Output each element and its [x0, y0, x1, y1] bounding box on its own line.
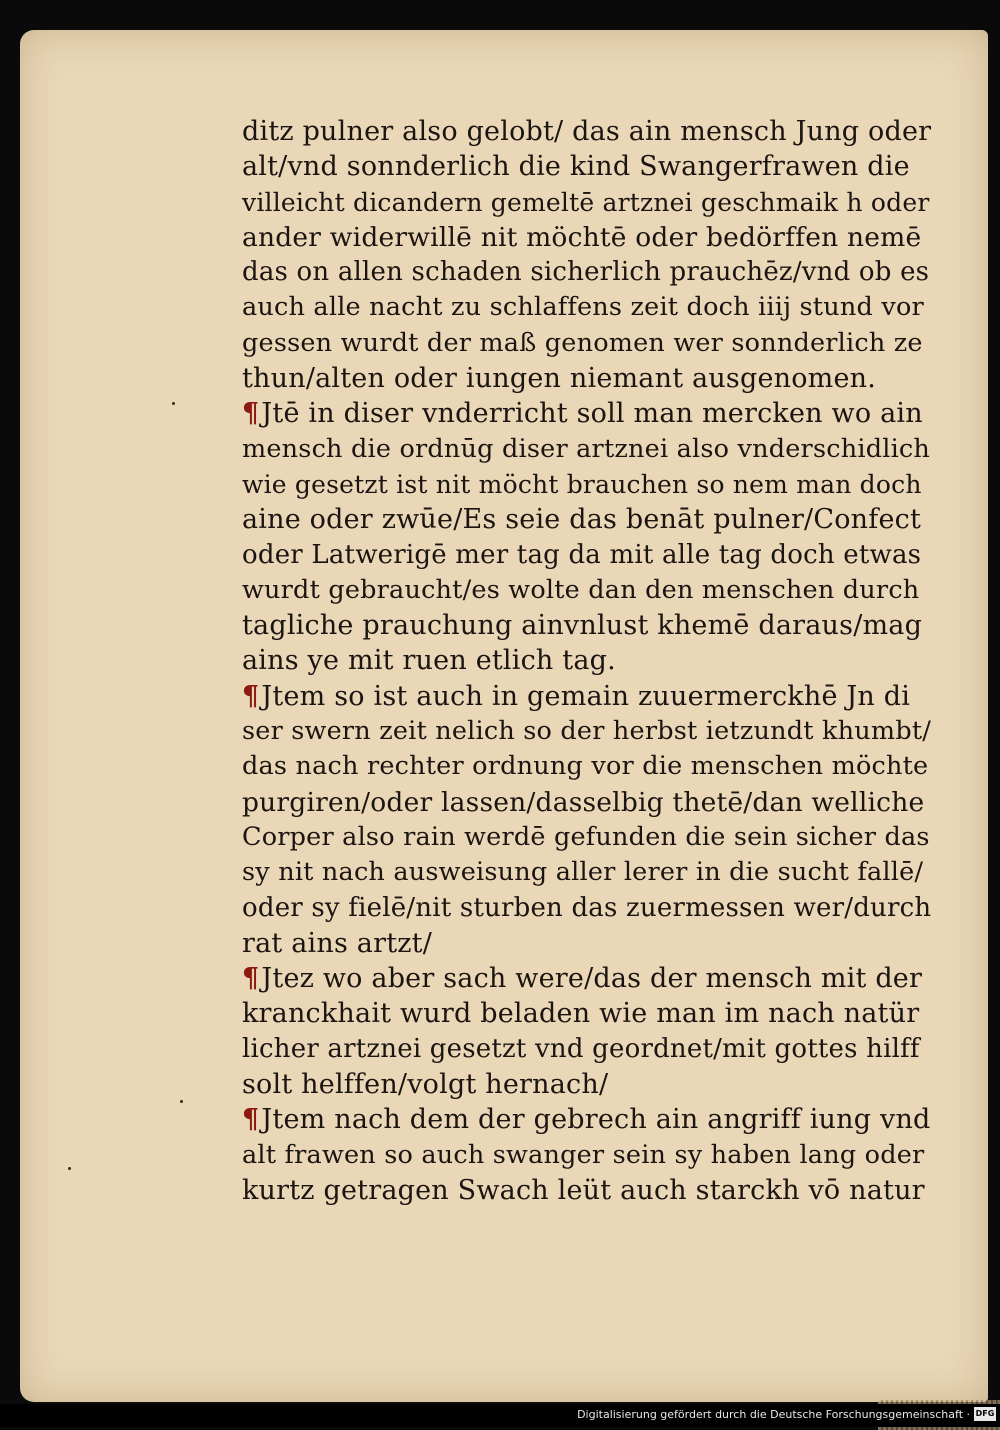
text-line: ¶Jtē in diser vnderricht soll man mercken wo ain	[242, 396, 932, 431]
text-line: purgiren/oder lassen/dasselbig thetē/dan welliche	[242, 786, 925, 818]
text-line: thun/alten oder iungen niemant ausgenomen.	[242, 363, 877, 395]
text-line: kurtz getragen Swach leüt auch starckh vō natur	[242, 1174, 925, 1206]
text-line: ditz pulner also gelobt/ das ain mensch Jung oder	[242, 116, 932, 147]
paper-speck	[180, 1100, 183, 1103]
text-line: ains ye mit ruen etlich tag.	[242, 645, 616, 677]
text-line: alt frawen so auch swanger sein sy haben lang oder	[242, 1139, 925, 1170]
paragraph-mark-icon: ¶	[242, 680, 260, 712]
text-line: oder sy fielē/nit sturben das zuermessen wer/durch	[242, 892, 932, 923]
text-line: mensch die ordnūg diser artznei also vnderschidlich	[242, 433, 931, 464]
paragraph-mark-icon: ¶	[242, 398, 260, 430]
text-line: wurdt gebraucht/es wolte dan den menschen durch	[242, 574, 920, 605]
paragraph-mark-icon: ¶	[242, 963, 260, 995]
text-line: tagliche prauchung ainvnlust khemē daraus/mag	[242, 610, 923, 642]
text-line: kranckhait wurd beladen wie man im nach natür	[242, 998, 920, 1030]
text-line: alt/vnd sonnderlich die kind Swangerfrawen die	[242, 151, 910, 183]
text-line: licher artznei gesetzt vnd geordnet/mit gottes hilff	[242, 1033, 920, 1064]
text-line: villeicht dicandern gemeltē artznei geschmaik h oder	[242, 187, 930, 217]
book-page	[20, 30, 988, 1402]
footer-bar	[0, 1404, 1000, 1427]
text-line: aine oder zwūe/Es seie das benāt pulner/Confect	[242, 504, 921, 536]
text-line: Corper also rain werdē gefunden die sein sicher das	[242, 821, 930, 852]
text-line: solt helffen/volgt hernach/	[242, 1069, 609, 1101]
text-line: ser swern zeit nelich so der herbst ietzundt khumbt/	[242, 716, 932, 747]
text-line: wie gesetzt ist nit möcht brauchen so nem man doch	[242, 469, 922, 499]
text-line: ¶Jtez wo aber sach were/das der mensch mit der	[242, 961, 932, 996]
text-line: auch alle nacht zu schlaffens zeit doch iiij stund vor	[242, 292, 924, 323]
text-line: oder Latwerigē mer tag da mit alle tag doch etwas	[242, 539, 922, 570]
paragraph-mark-icon: ¶	[242, 1104, 260, 1136]
paper-speck	[68, 1167, 71, 1170]
text-line: ander widerwillē nit möchtē oder bedörffen nemē	[242, 221, 922, 253]
text-line: gessen wurdt der maß genomen wer sonnderlich ze	[242, 327, 923, 358]
dfg-logo: DFG	[974, 1407, 996, 1421]
text-line: das on allen schaden sicherlich prauchēz/vnd ob es	[242, 257, 930, 288]
text-line: ¶Jtem so ist auch in gemain zuuermerckhē Jn di	[242, 679, 932, 714]
text-line: das nach rechter ordnung vor die menschen möchte	[242, 751, 929, 782]
text-block	[242, 114, 932, 1208]
text-line: ¶Jtem nach dem der gebrech ain angriff iung vnd	[242, 1102, 932, 1137]
text-line: sy nit nach ausweisung aller lerer in die sucht fallē/	[242, 857, 924, 888]
text-line: rat ains artzt/	[242, 927, 433, 959]
paper-speck	[172, 402, 175, 405]
funding-credit: Digitalisierung gefördert durch die Deutsche Forschungsgemeinschaft ·	[577, 1408, 970, 1421]
